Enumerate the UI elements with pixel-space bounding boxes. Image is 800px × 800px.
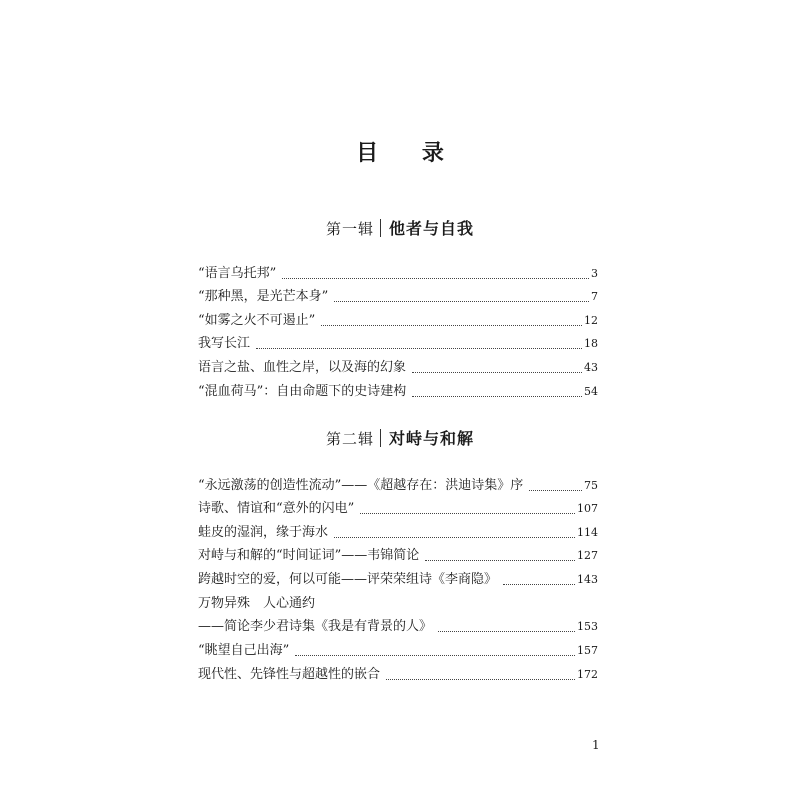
- entry-page: 153: [577, 620, 598, 633]
- entry-page: 18: [584, 337, 598, 350]
- entry-title: 我写长江: [198, 336, 251, 351]
- entry-page: 43: [584, 361, 598, 374]
- toc-entry[interactable]: [198, 310, 598, 332]
- entry-title: “眺望自己出海”: [198, 643, 290, 658]
- toc-entry[interactable]: [198, 640, 598, 662]
- dot-leader: [425, 560, 575, 561]
- entry-page: 127: [577, 549, 598, 562]
- toc-entry[interactable]: [198, 522, 598, 544]
- toc-entry[interactable]: [198, 569, 598, 591]
- entry-title: ——简论李少君诗集《我是有背景的人》: [198, 619, 433, 634]
- toc-entry[interactable]: [198, 333, 598, 355]
- toc-entry[interactable]: [198, 357, 598, 379]
- section-name: 对峙与和解: [389, 429, 475, 448]
- entry-page: 54: [584, 385, 598, 398]
- toc-entry[interactable]: [198, 381, 598, 403]
- toc-entry[interactable]: [198, 498, 598, 520]
- entry-page: 3: [591, 267, 598, 280]
- dot-leader: [412, 396, 582, 397]
- dot-leader: [360, 513, 575, 514]
- section-number: 第一辑: [325, 220, 374, 238]
- entry-title: 蛙皮的湿润，缘于海水: [198, 525, 329, 540]
- toc-entry[interactable]: [198, 545, 598, 567]
- toc-title: 目 录: [356, 140, 462, 166]
- dot-leader: [386, 679, 575, 680]
- entry-page: 172: [577, 668, 598, 681]
- toc-entry[interactable]: [198, 475, 598, 497]
- dot-leader: [529, 490, 582, 491]
- section-divider: [380, 429, 381, 447]
- entry-title: “那种黑，是光芒本身”: [198, 289, 329, 304]
- entry-title: 诗歌、情谊和“意外的闪电”: [198, 501, 355, 516]
- section-divider: [380, 219, 381, 237]
- dot-leader: [295, 655, 575, 656]
- toc-entry[interactable]: [198, 664, 598, 686]
- entry-page: 143: [577, 573, 598, 586]
- dot-leader: [412, 372, 582, 373]
- toc-entry[interactable]: [198, 616, 598, 638]
- section-heading: [0, 219, 800, 239]
- entry-title: 跨越时空的爱，何以可能——评荣荣组诗《李商隐》: [198, 572, 498, 587]
- dot-leader: [282, 278, 589, 279]
- section-number: 第二辑: [325, 430, 374, 448]
- dot-leader: [256, 348, 582, 349]
- section-name: 他者与自我: [389, 219, 475, 238]
- section-heading: [0, 429, 800, 449]
- page-number: 1: [592, 738, 600, 752]
- entry-page: 12: [584, 314, 598, 327]
- entry-title: “混血荷马”：自由命题下的史诗建构: [198, 384, 407, 399]
- dot-leader: [334, 537, 575, 538]
- dot-leader: [438, 631, 575, 632]
- entry-title: “如雾之火不可遏止”: [198, 313, 316, 328]
- entry-title: “永远激荡的创造性流动”——《超越存在：洪迪诗集》序: [198, 478, 524, 493]
- entry-title: 现代性、先锋性与超越性的嵌合: [198, 667, 381, 682]
- entry-page: 75: [584, 479, 598, 492]
- dot-leader: [334, 301, 589, 302]
- entry-title: 对峙与和解的“时间证词”——韦锦简论: [198, 548, 420, 563]
- dot-leader: [321, 325, 582, 326]
- entry-page: 7: [591, 290, 598, 303]
- entry-page: 107: [577, 502, 598, 515]
- entry-title: 语言之盐、血性之岸，以及海的幻象: [198, 360, 407, 375]
- dot-leader: [503, 584, 575, 585]
- toc-entry[interactable]: [198, 593, 598, 615]
- entry-title: 万物异殊 人心通约: [198, 596, 316, 611]
- entry-title: “语言乌托邦”: [198, 266, 277, 281]
- entry-page: 157: [577, 644, 598, 657]
- toc-entry[interactable]: [198, 286, 598, 308]
- entry-page: 114: [577, 526, 598, 539]
- toc-entry[interactable]: [198, 263, 598, 285]
